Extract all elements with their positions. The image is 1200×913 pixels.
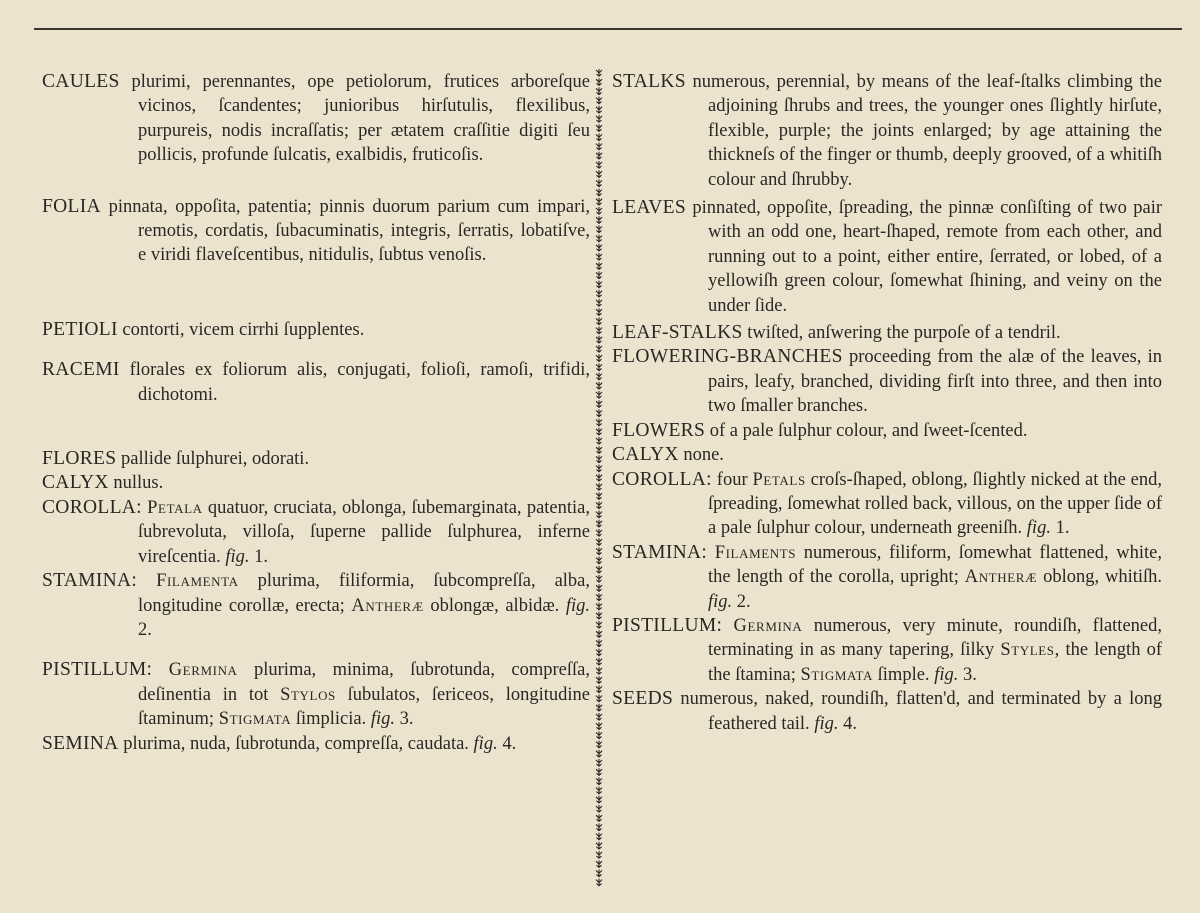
- divider-fleuron: [596, 207, 602, 214]
- divider-fleuron: [596, 299, 602, 306]
- entry-pistillum: [42, 658, 590, 731]
- entry-head: STALKS: [612, 71, 686, 92]
- divider-fleuron: [596, 593, 602, 600]
- divider-fleuron: [596, 511, 602, 518]
- divider-fleuron: [596, 152, 602, 159]
- entry-text: ſimplicia.: [295, 709, 367, 730]
- entry-text: twiſted, anſwering the purpoſe of a tendril.: [747, 323, 1061, 344]
- entry-text: of a pale ſulphur colour, and ſweet-ſcented.: [709, 420, 1028, 441]
- entry-head: SEEDS: [612, 688, 674, 710]
- divider-fleuron: [596, 649, 602, 656]
- entry-text: croſs-ſhaped, oblong, ſlightly nicked at the end, ſpreading, ſomewhat rolled back, villous, on the upper ſide of a pale ſulphur colour, underneath greeniſh.: [708, 469, 1163, 539]
- entry-head: FLOWERS: [612, 419, 706, 441]
- divider-fleuron: [596, 787, 602, 794]
- entry-seeds: [612, 687, 1162, 736]
- fig-number: 4.: [843, 713, 857, 734]
- divider-fleuron: [596, 437, 602, 444]
- divider-fleuron: [596, 750, 602, 757]
- entry-calyx: [42, 471, 590, 495]
- entry-term: Styles: [1000, 640, 1055, 661]
- entry-caules: [42, 70, 590, 168]
- entry-calyx: [612, 443, 1162, 467]
- divider-fleuron: [596, 630, 602, 637]
- divider-fleuron: [596, 603, 602, 610]
- divider-fleuron: [596, 308, 602, 315]
- divider-fleuron: [596, 547, 602, 554]
- divider-fleuron: [596, 676, 602, 683]
- entry-text: numerous, very minute, roundiſh, flattened, terminating in as many tapering, ſilky: [708, 615, 1162, 661]
- divider-fleuron: [596, 584, 602, 591]
- entry-term: Filaments: [714, 542, 797, 563]
- entry-semina: [42, 732, 590, 756]
- divider-fleuron: [596, 538, 602, 545]
- fig-label: fig.: [473, 733, 498, 754]
- entry-stamina: [42, 569, 590, 642]
- fig-label: fig.: [370, 709, 396, 730]
- entry-term: Stylos: [280, 684, 336, 705]
- divider-fleuron: [596, 695, 602, 702]
- divider-fleuron: [596, 805, 602, 812]
- entry-text: plurima, filiformia, ſubcompreſſa, alba, longitudine corollæ, erecta;: [138, 571, 591, 616]
- divider-fleuron: [596, 244, 602, 251]
- entry-term: Antheræ: [964, 567, 1038, 588]
- entry-stalks: [612, 70, 1162, 192]
- entry-text: pallide ſulphurei, odorati.: [121, 449, 310, 470]
- fig-number: 1.: [254, 546, 268, 567]
- entry-text: numerous, filiform, ſomewhat flattened, white, the length of the corolla, upright;: [708, 542, 1162, 588]
- divider-fleuron: [596, 814, 602, 821]
- divider-fleuron: [596, 851, 602, 858]
- fig-label: fig.: [565, 595, 591, 616]
- divider-fleuron: [596, 317, 602, 324]
- divider-fleuron: [596, 327, 602, 334]
- divider-fleuron: [596, 235, 602, 242]
- entry-head: SEMINA: [42, 732, 119, 754]
- entry-text: pinnata, oppoſita, patentia; pinnis duorum parium cum impari, remotis, cordatis, ſubacuminatis, integris, ſerratis, lobatiſve, e viridi flaveſcentibus, nitidulis, ſubtus venoſis.: [108, 196, 590, 266]
- entry-head: STAMINA:: [612, 541, 708, 563]
- entry-head: FLOWERING-BRANCHES: [612, 346, 843, 368]
- entry-text: plurima, minima, ſubrotunda, compreſſa, deſinentia in tot: [138, 660, 591, 705]
- fig-number: 2.: [138, 619, 152, 640]
- divider-fleuron: [596, 768, 602, 775]
- divider-fleuron: [596, 161, 602, 168]
- entry-text: oblong, whitiſh.: [1043, 567, 1163, 588]
- divider-fleuron: [596, 428, 602, 435]
- entry-folia: [42, 195, 590, 268]
- divider-fleuron: [596, 391, 602, 398]
- divider-fleuron: [596, 419, 602, 426]
- entry-term: Stigmata: [800, 664, 874, 685]
- divider-fleuron: [596, 741, 602, 748]
- entry-term: Petala: [147, 497, 203, 518]
- divider-fleuron: [596, 685, 602, 692]
- entry-text: , the length of the ſtamina;: [708, 640, 1163, 685]
- divider-fleuron: [596, 409, 602, 416]
- fig-label: fig.: [1026, 518, 1051, 539]
- fig-label: fig.: [708, 591, 733, 612]
- divider-fleuron: [596, 455, 602, 462]
- entry-text: quatuor, cruciata, oblonga, ſubemarginata, patentia, ſubrevoluta, villoſa, ſuperne pallide ſulphurea, inferne vireſcentia.: [138, 497, 590, 567]
- entry-term: Petals: [752, 469, 806, 490]
- divider-fleuron: [596, 69, 602, 76]
- divider-fleuron: [596, 290, 602, 297]
- entry-term: Germina: [733, 615, 803, 636]
- entry-head: COROLLA:: [42, 496, 142, 518]
- divider-fleuron: [596, 400, 602, 407]
- entry-head: CAULES: [42, 71, 120, 92]
- entry-text: numerous, naked, roundiſh, flatten'd, and terminated by a long feathered tail.: [680, 689, 1163, 734]
- divider-fleuron: [596, 253, 602, 260]
- entry-term: Antheræ: [351, 595, 424, 616]
- divider-fleuron: [596, 345, 602, 352]
- divider-fleuron: [596, 501, 602, 508]
- divider-fleuron: [596, 198, 602, 205]
- divider-fleuron: [596, 78, 602, 85]
- divider-fleuron: [596, 87, 602, 94]
- divider-fleuron: [596, 446, 602, 453]
- entry-text: numerous, perennial, by means of the leaf-ſtalks climbing the adjoining ſhrubs and trees, the younger ones ſlightly hirſute, flexible, purple; the joints enlarged; by age attaining the thickneſs of the finger or thumb, deeply grooved, of a whitiſh colour and ſhrubby.: [692, 72, 1162, 190]
- divider-fleuron: [596, 869, 602, 876]
- entry-head: LEAF-STALKS: [612, 322, 743, 344]
- entry-text: plurimi, perennantes, ope petiolorum, frutices arboreſque vicinos, ſcandentes; junioribus hirſutulis, flexilibus, purpureis, nodis incraſſatis; per ætatem craſſitie digiti ſeu pollicis, profunde ſulcatis, exalbidis, fruticoſis.: [131, 72, 591, 166]
- divider-fleuron: [596, 823, 602, 830]
- divider-fleuron: [596, 612, 602, 619]
- entry-text: nullus.: [113, 473, 164, 494]
- entry-head: CALYX: [42, 472, 109, 494]
- divider-fleuron: [596, 474, 602, 481]
- divider-fleuron: [596, 879, 602, 886]
- entry-head: COROLLA:: [612, 468, 712, 490]
- entry-text: none.: [683, 445, 724, 466]
- entry-corolla: [612, 468, 1162, 541]
- divider-fleuron: [596, 363, 602, 370]
- divider-fleuron: [596, 336, 602, 343]
- entry-head: PETIOLI: [42, 318, 118, 340]
- english-column: [612, 66, 1162, 736]
- divider-fleuron: [596, 492, 602, 499]
- divider-fleuron: [596, 704, 602, 711]
- divider-fleuron: [596, 557, 602, 564]
- divider-fleuron: [596, 575, 602, 582]
- entry-text: ſimple.: [877, 664, 930, 685]
- divider-fleuron: [596, 658, 602, 665]
- entry-head: FLORES: [42, 448, 117, 470]
- divider-fleuron: [596, 179, 602, 186]
- fig-label: fig.: [934, 664, 959, 685]
- divider-fleuron: [596, 722, 602, 729]
- divider-fleuron: [596, 262, 602, 269]
- entry-text: contorti, vicem cirrhi ſupplentes.: [122, 319, 365, 340]
- fig-number: 1.: [1055, 518, 1070, 539]
- divider-fleuron: [596, 373, 602, 380]
- divider-fleuron: [596, 465, 602, 472]
- entry-leafstalks: [612, 321, 1162, 345]
- divider-fleuron: [596, 566, 602, 573]
- entry-term: Germina: [168, 660, 238, 681]
- fig-number: 3.: [399, 709, 414, 730]
- divider-fleuron: [596, 354, 602, 361]
- entry-head: LEAVES: [612, 197, 687, 219]
- entry-text: oblongæ, albidæ.: [430, 595, 560, 616]
- divider-fleuron: [596, 621, 602, 628]
- entry-text: ſubulatos, ſericeos, longitudine ſtaminum;: [138, 684, 591, 730]
- divider-fleuron: [596, 133, 602, 140]
- entry-flores: [42, 447, 590, 471]
- divider-fleuron: [596, 216, 602, 223]
- fig-label: fig.: [814, 713, 839, 734]
- divider-fleuron: [596, 731, 602, 738]
- entry-petioli: [42, 318, 590, 342]
- fig-number: 3.: [962, 664, 977, 685]
- divider-fleuron: [596, 115, 602, 122]
- ornamental-divider: [591, 68, 607, 888]
- fig-number: 4.: [502, 733, 517, 754]
- divider-fleuron: [596, 667, 602, 674]
- divider-fleuron: [596, 842, 602, 849]
- entry-head: CALYX: [612, 444, 679, 466]
- divider-fleuron: [596, 833, 602, 840]
- divider-fleuron: [596, 759, 602, 766]
- entry-text: pinnated, oppoſite, ſpreading, the pinnæ conſiſting of two pair with an odd one, heart-ſhaped, remote from each other, and running out to a point, either entire, ſerrated, or lobed, of a yellowiſh green colour, ſomewhat ſhining, and veiny on the under ſide.: [692, 198, 1162, 316]
- entry-term: Filamenta: [156, 571, 239, 592]
- fig-label: fig.: [225, 546, 250, 567]
- entry-pistillum: [612, 614, 1162, 687]
- divider-fleuron: [596, 382, 602, 389]
- divider-fleuron: [596, 281, 602, 288]
- divider-fleuron: [596, 483, 602, 490]
- entry-text: four: [716, 469, 748, 490]
- entry-text: proceeding from the alæ of the leaves, in pairs, leafy, branched, dividing firſt into three, and then into two ſmaller branches.: [708, 347, 1163, 417]
- top-rule: [34, 28, 1182, 30]
- divider-fleuron: [596, 713, 602, 720]
- divider-fleuron: [596, 97, 602, 104]
- entry-flowers: [612, 419, 1162, 443]
- divider-fleuron: [596, 170, 602, 177]
- divider-ornament: [591, 68, 607, 888]
- divider-fleuron: [596, 271, 602, 278]
- entry-corolla: [42, 496, 590, 569]
- entry-flowering-branches: [612, 345, 1162, 418]
- entry-leaves: [612, 196, 1162, 318]
- entry-racemi: [42, 358, 590, 407]
- divider-fleuron: [596, 639, 602, 646]
- entry-text: florales ex foliorum alis, conjugati, folioſi, ramoſi, trifidi, dichotomi.: [129, 360, 590, 405]
- fig-number: 2.: [736, 591, 751, 612]
- entry-head: PISTILLUM:: [612, 614, 723, 636]
- entry-head: RACEMI: [42, 359, 120, 381]
- entry-term: Stigmata: [218, 709, 292, 730]
- entry-stamina: [612, 541, 1162, 614]
- divider-fleuron: [596, 143, 602, 150]
- divider-fleuron: [596, 520, 602, 527]
- entry-head: PISTILLUM:: [42, 659, 153, 681]
- entry-head: STAMINA:: [42, 570, 138, 592]
- divider-fleuron: [596, 796, 602, 803]
- divider-fleuron: [596, 106, 602, 113]
- entry-head: FOLIA: [42, 195, 101, 217]
- latin-column: [42, 66, 590, 756]
- divider-fleuron: [596, 124, 602, 131]
- divider-fleuron: [596, 529, 602, 536]
- entry-text: plurima, nuda, ſubrotunda, compreſſa, caudata.: [123, 733, 469, 754]
- divider-fleuron: [596, 189, 602, 196]
- divider-fleuron: [596, 860, 602, 867]
- divider-fleuron: [596, 777, 602, 784]
- divider-fleuron: [596, 225, 602, 232]
